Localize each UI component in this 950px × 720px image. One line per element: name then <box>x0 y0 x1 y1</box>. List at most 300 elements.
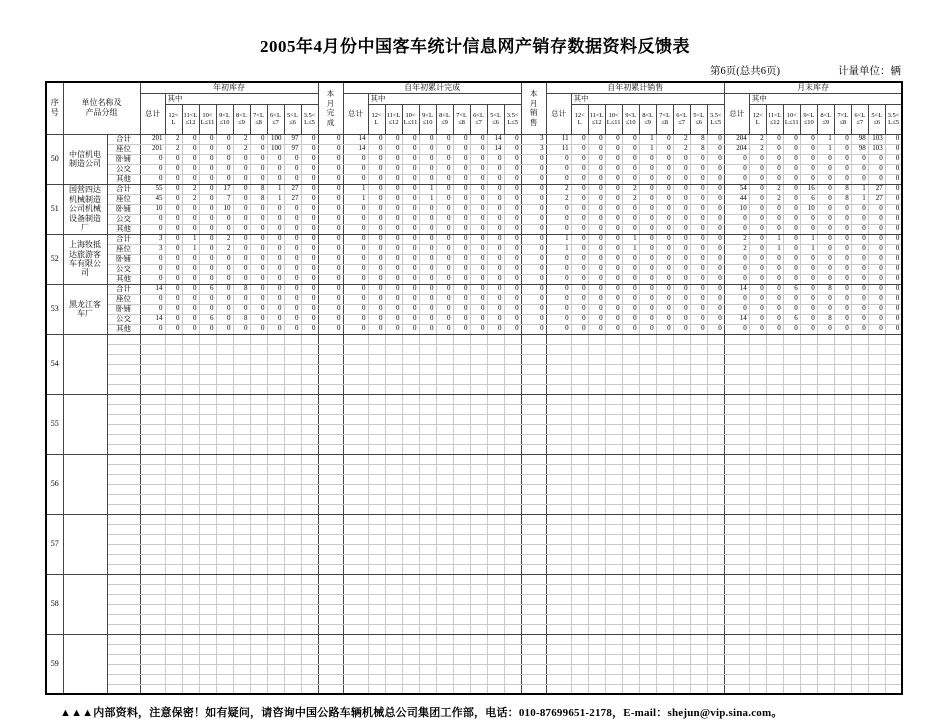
empty-cell <box>419 424 436 434</box>
empty-cell <box>571 614 588 624</box>
empty-cell <box>546 664 571 674</box>
empty-cell <box>318 584 343 594</box>
value-cell: 0 <box>182 144 199 154</box>
value-cell: 0 <box>216 224 233 234</box>
empty-cell <box>301 414 318 424</box>
empty-cell <box>673 634 690 644</box>
value-cell: 0 <box>368 174 385 184</box>
value-cell: 0 <box>749 254 766 264</box>
empty-cell <box>605 414 622 424</box>
empty-cell <box>436 574 453 584</box>
empty-cell <box>749 424 766 434</box>
value-cell: 0 <box>250 164 267 174</box>
empty-cell <box>588 594 605 604</box>
empty-cell <box>140 504 165 514</box>
value-cell: 0 <box>724 294 749 304</box>
value-cell: 0 <box>707 274 724 284</box>
empty-cell <box>571 604 588 614</box>
header-length-range: 9<L≤10 <box>216 104 233 134</box>
value-cell: 0 <box>783 174 800 184</box>
empty-cell <box>301 484 318 494</box>
value-cell: 0 <box>385 134 402 144</box>
empty-cell <box>622 334 639 344</box>
empty-cell <box>216 484 233 494</box>
value-cell: 0 <box>766 164 783 174</box>
value-cell: 0 <box>470 294 487 304</box>
empty-cell <box>385 614 402 624</box>
value-cell: 0 <box>301 214 318 224</box>
empty-cell <box>834 384 851 394</box>
value-cell: 0 <box>419 224 436 234</box>
value-cell: 0 <box>436 284 453 294</box>
empty-cell <box>343 574 368 584</box>
value-cell: 0 <box>656 304 673 314</box>
value-cell: 0 <box>673 214 690 224</box>
value-cell: 0 <box>851 154 868 164</box>
value-cell: 14 <box>487 134 504 144</box>
empty-cell <box>504 594 521 604</box>
value-cell: 0 <box>707 214 724 224</box>
empty-cell <box>216 354 233 364</box>
value-cell: 10 <box>800 204 817 214</box>
empty-cell <box>199 674 216 684</box>
value-cell: 16 <box>800 184 817 194</box>
empty-cell <box>622 604 639 614</box>
empty-cell <box>436 394 453 404</box>
value-cell: 0 <box>639 314 656 324</box>
empty-cell <box>233 494 250 504</box>
empty-cell <box>639 574 656 584</box>
value-cell: 0 <box>199 204 216 214</box>
empty-cell <box>487 664 504 674</box>
empty-cell <box>749 594 766 604</box>
empty-cell <box>165 564 182 574</box>
empty-cell <box>868 414 885 424</box>
value-cell: 0 <box>546 274 571 284</box>
empty-cell <box>385 364 402 374</box>
value-cell: 0 <box>250 224 267 234</box>
value-cell: 0 <box>385 194 402 204</box>
value-cell: 0 <box>284 234 301 244</box>
empty-cell <box>419 564 436 574</box>
empty-cell <box>521 574 546 584</box>
empty-cell <box>707 424 724 434</box>
value-cell: 0 <box>605 324 622 334</box>
value-cell: 1 <box>419 184 436 194</box>
empty-cell <box>885 444 902 454</box>
empty-cell <box>639 424 656 434</box>
empty-cell <box>673 414 690 424</box>
value-cell: 0 <box>673 254 690 264</box>
empty-cell <box>267 664 284 674</box>
empty-cell <box>318 484 343 494</box>
empty-cell <box>749 524 766 534</box>
empty-cell <box>834 534 851 544</box>
empty-cell <box>766 644 783 654</box>
empty-cell <box>588 544 605 554</box>
value-cell: 0 <box>165 254 182 264</box>
empty-cell <box>707 604 724 614</box>
empty-cell <box>817 514 834 524</box>
empty-cell <box>284 524 301 534</box>
empty-cell <box>368 684 385 694</box>
value-cell: 0 <box>885 324 902 334</box>
value-cell: 0 <box>783 204 800 214</box>
value-cell: 8 <box>834 184 851 194</box>
empty-cell <box>521 634 546 644</box>
empty-cell <box>800 404 817 414</box>
value-cell: 0 <box>470 304 487 314</box>
empty-cell <box>233 364 250 374</box>
empty-cell <box>656 654 673 664</box>
empty-cell <box>588 344 605 354</box>
empty-cell <box>639 624 656 634</box>
value-cell: 0 <box>546 264 571 274</box>
empty-cell <box>639 514 656 524</box>
value-cell: 0 <box>233 174 250 184</box>
empty-cell <box>707 584 724 594</box>
value-cell: 0 <box>199 154 216 164</box>
empty-cell <box>817 684 834 694</box>
empty-cell <box>250 484 267 494</box>
seq-cell: 58 <box>46 574 63 634</box>
value-cell: 0 <box>885 194 902 204</box>
empty-cell <box>165 624 182 634</box>
empty-cell <box>639 504 656 514</box>
value-cell: 0 <box>182 264 199 274</box>
empty-cell <box>800 504 817 514</box>
value-cell: 0 <box>199 304 216 314</box>
empty-cell <box>766 364 783 374</box>
empty-cell <box>673 654 690 664</box>
empty-cell <box>318 544 343 554</box>
empty-cell <box>521 494 546 504</box>
value-cell: 0 <box>800 294 817 304</box>
value-cell: 0 <box>385 174 402 184</box>
header-length-range: 5<L≤6 <box>868 104 885 134</box>
empty-cell <box>605 484 622 494</box>
empty-cell <box>216 394 233 404</box>
value-cell: 0 <box>690 154 707 164</box>
empty-cell <box>233 514 250 524</box>
empty-cell <box>690 544 707 554</box>
empty-cell <box>673 544 690 554</box>
empty-cell <box>140 434 165 444</box>
value-cell: 0 <box>707 304 724 314</box>
empty-cell <box>140 644 165 654</box>
empty-cell <box>301 384 318 394</box>
empty-cell <box>385 374 402 384</box>
value-cell: 0 <box>707 174 724 184</box>
unit-of-measure: 计量单位：辆 <box>838 66 901 77</box>
empty-cell <box>453 564 470 574</box>
empty-cell <box>622 454 639 464</box>
header-length-range: 8<L≤9 <box>436 104 453 134</box>
value-cell: 0 <box>504 314 521 324</box>
empty-cell <box>140 634 165 644</box>
empty-cell <box>402 514 419 524</box>
empty-cell <box>707 464 724 474</box>
value-cell: 0 <box>588 274 605 284</box>
empty-cell <box>834 474 851 484</box>
empty-cell <box>165 434 182 444</box>
empty-cell <box>385 624 402 634</box>
empty-cell <box>690 484 707 494</box>
empty-cell <box>834 554 851 564</box>
value-cell: 1 <box>851 194 868 204</box>
row-type-cell: 座位 <box>107 144 140 154</box>
value-cell: 97 <box>284 144 301 154</box>
empty-cell <box>639 534 656 544</box>
empty-cell <box>690 604 707 614</box>
empty-cell <box>301 474 318 484</box>
value-cell: 0 <box>639 264 656 274</box>
empty-cell <box>783 674 800 684</box>
value-cell: 0 <box>140 254 165 264</box>
empty-cell <box>470 524 487 534</box>
value-cell: 0 <box>673 234 690 244</box>
value-cell: 0 <box>436 144 453 154</box>
row-type-cell <box>107 664 140 674</box>
value-cell: 1 <box>182 244 199 254</box>
empty-cell <box>588 394 605 404</box>
empty-cell <box>301 404 318 414</box>
empty-cell <box>284 474 301 484</box>
empty-cell <box>436 604 453 614</box>
value-cell: 0 <box>766 144 783 154</box>
empty-cell <box>546 574 571 584</box>
empty-cell <box>749 394 766 404</box>
value-cell: 0 <box>453 314 470 324</box>
value-cell: 8 <box>250 184 267 194</box>
empty-cell <box>605 374 622 384</box>
value-cell: 0 <box>588 244 605 254</box>
value-cell: 0 <box>250 314 267 324</box>
empty-cell <box>605 354 622 364</box>
value-cell: 0 <box>436 154 453 164</box>
empty-cell <box>546 354 571 364</box>
empty-cell <box>368 554 385 564</box>
empty-cell <box>216 384 233 394</box>
empty-cell <box>800 534 817 544</box>
value-cell: 0 <box>817 224 834 234</box>
empty-cell <box>343 344 368 354</box>
value-cell: 0 <box>783 194 800 204</box>
empty-cell <box>419 524 436 534</box>
value-cell: 27 <box>868 184 885 194</box>
value-cell: 0 <box>216 174 233 184</box>
empty-cell <box>783 344 800 354</box>
empty-cell <box>385 434 402 444</box>
empty-cell <box>385 684 402 694</box>
empty-cell <box>571 364 588 374</box>
empty-cell <box>724 384 749 394</box>
value-cell: 0 <box>817 294 834 304</box>
value-cell: 100 <box>267 144 284 154</box>
empty-cell <box>368 414 385 424</box>
value-cell: 8 <box>233 314 250 324</box>
empty-cell <box>216 594 233 604</box>
value-cell: 0 <box>284 154 301 164</box>
empty-cell <box>470 564 487 574</box>
empty-cell <box>165 444 182 454</box>
value-cell: 0 <box>800 144 817 154</box>
empty-cell <box>766 674 783 684</box>
empty-cell <box>385 654 402 664</box>
empty-cell <box>622 464 639 474</box>
empty-cell <box>571 344 588 354</box>
empty-cell <box>588 584 605 594</box>
value-cell: 0 <box>546 174 571 184</box>
value-cell: 0 <box>707 164 724 174</box>
empty-cell <box>233 504 250 514</box>
value-cell: 0 <box>402 274 419 284</box>
empty-cell <box>800 514 817 524</box>
value-cell: 0 <box>766 174 783 184</box>
empty-cell <box>199 544 216 554</box>
empty-cell <box>707 524 724 534</box>
empty-cell <box>470 434 487 444</box>
empty-cell <box>343 664 368 674</box>
empty-cell <box>707 614 724 624</box>
empty-cell <box>343 364 368 374</box>
empty-cell <box>267 544 284 554</box>
empty-cell <box>707 644 724 654</box>
empty-cell <box>267 644 284 654</box>
empty-cell <box>284 634 301 644</box>
empty-cell <box>318 644 343 654</box>
empty-cell <box>868 404 885 414</box>
empty-cell <box>250 644 267 654</box>
value-cell: 0 <box>690 294 707 304</box>
empty-cell <box>301 494 318 504</box>
empty-cell <box>301 634 318 644</box>
empty-cell <box>504 404 521 414</box>
row-type-cell <box>107 544 140 554</box>
empty-cell <box>656 594 673 604</box>
empty-cell <box>639 604 656 614</box>
value-cell: 0 <box>182 254 199 264</box>
empty-cell <box>817 444 834 454</box>
empty-cell <box>868 464 885 474</box>
value-cell: 0 <box>588 204 605 214</box>
header-month-sales: 本月销售 <box>521 82 546 134</box>
value-cell: 98 <box>851 134 868 144</box>
value-cell: 0 <box>140 224 165 234</box>
value-cell: 204 <box>724 144 749 154</box>
empty-cell <box>690 664 707 674</box>
empty-cell <box>622 634 639 644</box>
empty-cell <box>521 434 546 444</box>
empty-cell <box>817 574 834 584</box>
value-cell: 0 <box>318 264 343 274</box>
empty-cell <box>318 364 343 374</box>
empty-cell <box>707 554 724 564</box>
empty-cell <box>749 664 766 674</box>
empty-cell <box>250 534 267 544</box>
value-cell: 0 <box>724 264 749 274</box>
value-cell: 0 <box>605 274 622 284</box>
value-cell: 0 <box>182 294 199 304</box>
empty-cell <box>385 534 402 544</box>
value-cell: 0 <box>868 274 885 284</box>
empty-cell <box>817 624 834 634</box>
value-cell: 0 <box>571 204 588 214</box>
value-cell: 0 <box>165 214 182 224</box>
empty-cell <box>868 484 885 494</box>
empty-cell <box>199 684 216 694</box>
value-cell: 0 <box>546 204 571 214</box>
meta-row <box>45 63 901 78</box>
empty-cell <box>250 544 267 554</box>
empty-cell <box>487 514 504 524</box>
empty-cell <box>834 404 851 414</box>
value-cell: 0 <box>301 144 318 154</box>
empty-cell <box>851 614 868 624</box>
value-cell: 0 <box>343 174 368 184</box>
empty-cell <box>868 654 885 664</box>
value-cell: 0 <box>834 134 851 144</box>
empty-cell <box>182 554 199 564</box>
empty-cell <box>571 664 588 674</box>
value-cell: 0 <box>284 324 301 334</box>
value-cell: 0 <box>284 284 301 294</box>
empty-cell <box>267 344 284 354</box>
value-cell: 0 <box>690 194 707 204</box>
empty-cell <box>216 674 233 684</box>
row-type-cell <box>107 394 140 404</box>
empty-cell <box>724 664 749 674</box>
value-cell: 0 <box>834 294 851 304</box>
empty-cell <box>250 594 267 604</box>
empty-cell <box>343 534 368 544</box>
empty-cell <box>199 534 216 544</box>
empty-cell <box>419 394 436 404</box>
empty-cell <box>504 564 521 574</box>
empty-cell <box>182 664 199 674</box>
empty-cell <box>783 364 800 374</box>
value-cell: 0 <box>368 184 385 194</box>
empty-cell <box>817 454 834 464</box>
value-cell: 0 <box>182 304 199 314</box>
value-cell: 0 <box>639 204 656 214</box>
empty-cell <box>402 364 419 374</box>
row-type-cell: 合计 <box>107 284 140 294</box>
empty-cell <box>690 404 707 414</box>
empty-cell <box>800 374 817 384</box>
empty-cell <box>504 474 521 484</box>
empty-cell <box>690 454 707 464</box>
empty-cell <box>385 524 402 534</box>
empty-cell <box>504 344 521 354</box>
empty-cell <box>165 384 182 394</box>
empty-cell <box>885 614 902 624</box>
empty-cell <box>165 464 182 474</box>
value-cell: 0 <box>385 164 402 174</box>
value-cell: 0 <box>470 274 487 284</box>
empty-cell <box>656 414 673 424</box>
value-cell: 0 <box>868 234 885 244</box>
value-cell: 0 <box>707 234 724 244</box>
empty-cell <box>783 644 800 654</box>
empty-cell <box>656 614 673 624</box>
empty-cell <box>301 444 318 454</box>
company-name-cell: 国营四达机械制造公司机械设备制造厂 <box>63 184 107 234</box>
empty-cell <box>605 574 622 584</box>
empty-cell <box>343 414 368 424</box>
value-cell: 0 <box>419 134 436 144</box>
empty-cell <box>656 494 673 504</box>
